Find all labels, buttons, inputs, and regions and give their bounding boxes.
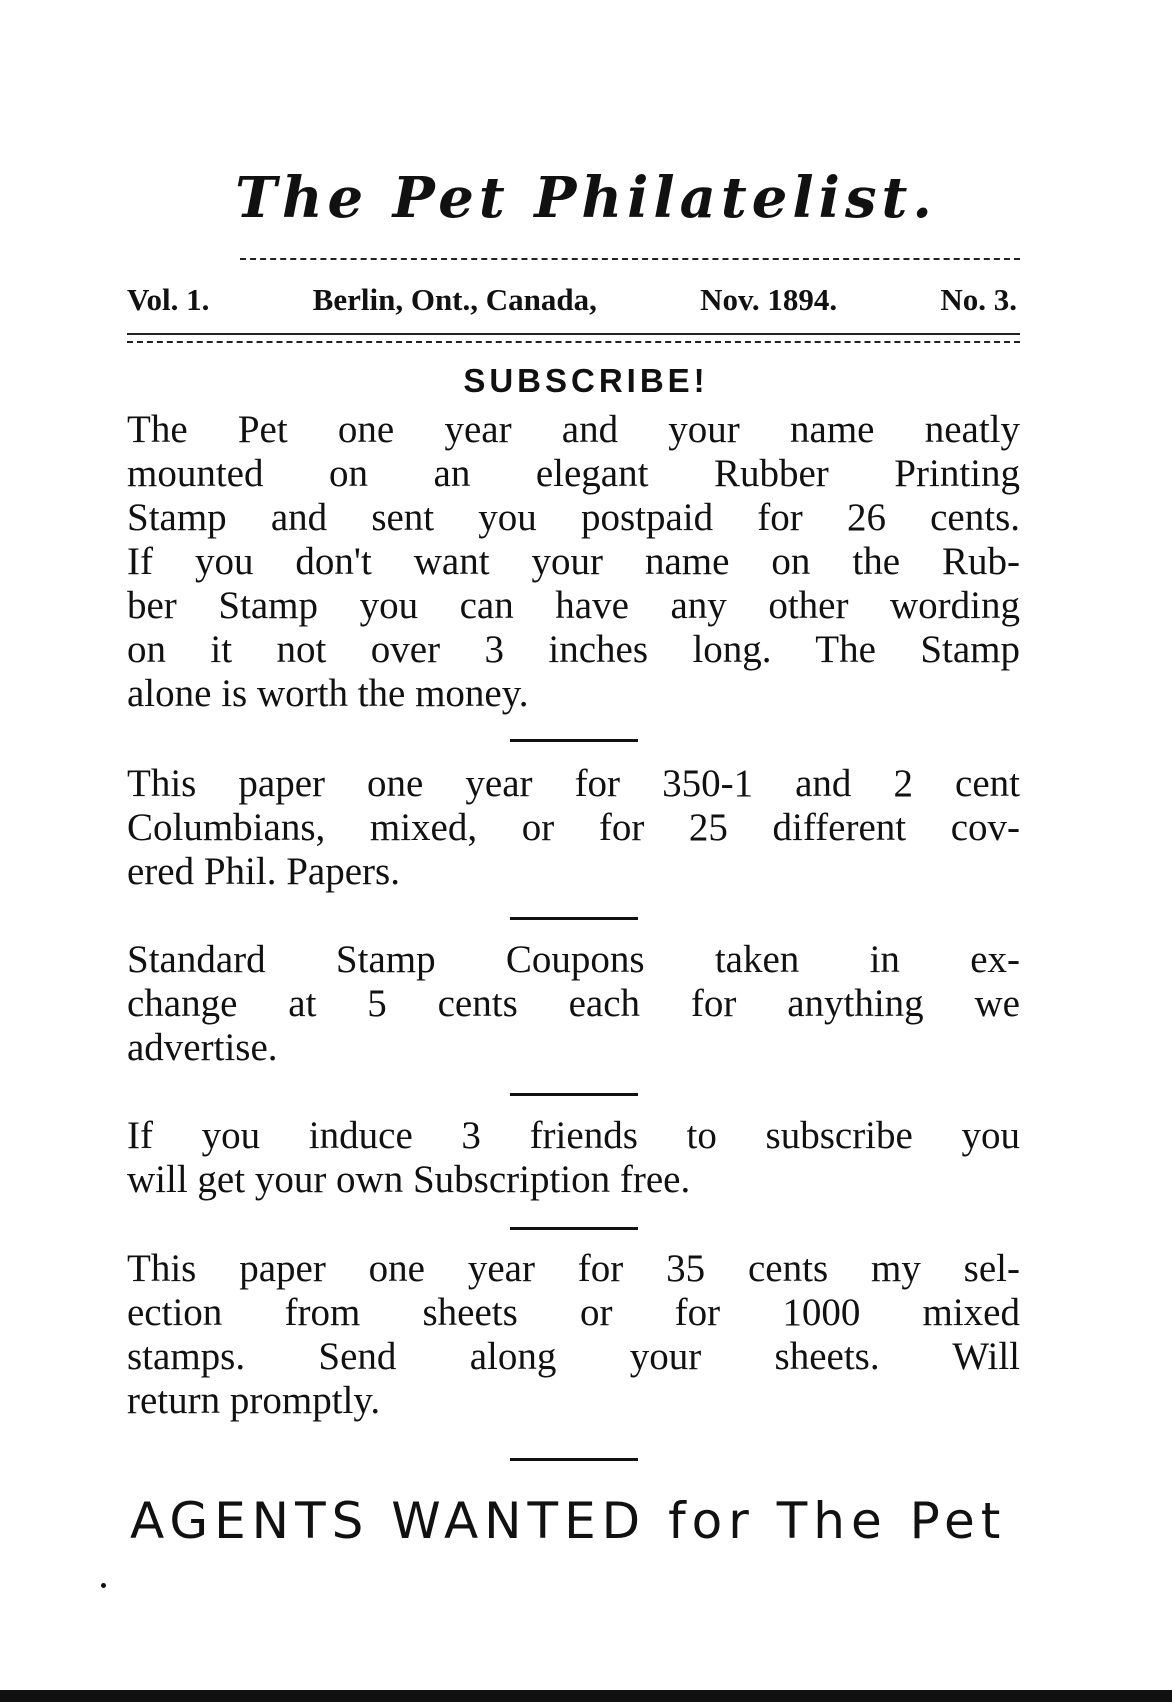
paragraph-line: This paper one year for 35 cents my sel- xyxy=(127,1247,1020,1290)
section-divider xyxy=(510,1227,638,1230)
paragraph-line: ered Phil. Papers. xyxy=(127,850,400,893)
page-bottom-bar xyxy=(0,1690,1172,1702)
paragraph-line: alone is worth the money. xyxy=(127,672,529,715)
section-divider xyxy=(510,1458,638,1461)
volume-label: Vol. 1. xyxy=(127,282,210,317)
section-divider xyxy=(510,1093,638,1096)
ink-speck xyxy=(101,1583,106,1588)
issue-rule-bottom xyxy=(127,341,1020,343)
paragraph-line: return promptly. xyxy=(127,1379,381,1422)
paragraph-line: ber Stamp you can have any other wording xyxy=(127,584,1020,627)
paragraph-line: mounted on an elegant Rubber Printing xyxy=(127,452,1020,495)
paragraph-line: Standard Stamp Coupons taken in ex- xyxy=(127,938,1020,981)
issue-number: No. 3. xyxy=(940,282,1017,317)
subscribe-heading: SUBSCRIBE! xyxy=(463,362,709,399)
paragraph-line: ection from sheets or for 1000 mixed xyxy=(127,1291,1020,1334)
masthead-title: The Pet Philatelist. xyxy=(235,165,937,231)
paragraph-line: This paper one year for 350-1 and 2 cent xyxy=(127,762,1020,805)
date-label: Nov. 1894. xyxy=(700,282,838,317)
paragraph-line: If you induce 3 friends to subscribe you xyxy=(127,1114,1020,1157)
paragraph-line: The Pet one year and your name neatly xyxy=(127,408,1020,451)
paragraph-line: will get your own Subscription free. xyxy=(127,1158,691,1201)
paragraph-columbians-offer xyxy=(127,762,1020,894)
agents-wanted-banner: AGENTS WANTED for The Pet xyxy=(130,1492,1007,1550)
paragraph-coupons-offer xyxy=(127,938,1020,1070)
paragraph-friends-offer xyxy=(127,1114,1020,1202)
paragraph-line: advertise. xyxy=(127,1026,278,1069)
section-divider xyxy=(510,917,638,920)
paragraph-line: change at 5 cents each for anything we xyxy=(127,982,1020,1025)
issue-line xyxy=(127,282,1017,318)
paragraph-line: on it not over 3 inches long. The Stamp xyxy=(127,628,1020,671)
paragraph-line: Stamp and sent you postpaid for 26 cents. xyxy=(127,496,1020,539)
paragraph-selection-offer xyxy=(127,1247,1020,1423)
issue-rule-top xyxy=(127,333,1020,335)
place-label: Berlin, Ont., Canada, xyxy=(312,282,597,317)
paragraph-line: Columbians, mixed, or for 25 different cov- xyxy=(127,806,1020,849)
paragraph-subscribe-offer xyxy=(127,408,1020,716)
section-divider xyxy=(510,739,638,742)
paragraph-line: If you don't want your name on the Rub- xyxy=(127,540,1020,583)
masthead-rule xyxy=(240,258,1020,260)
paragraph-line: stamps. Send along your sheets. Will xyxy=(127,1335,1020,1378)
